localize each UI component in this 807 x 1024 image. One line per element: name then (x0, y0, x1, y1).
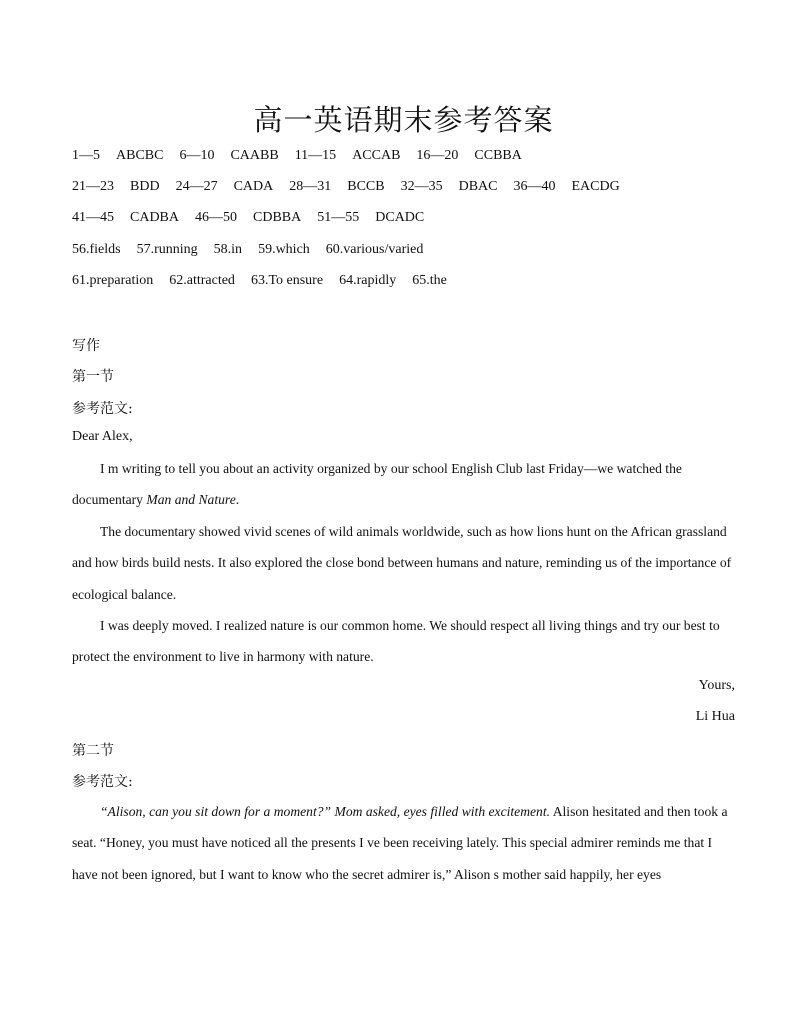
story-italic-opening: “Alison, can you sit down for a moment?” Mom asked, eyes filled with excitement. (100, 804, 551, 819)
answer-line-3 (72, 210, 440, 226)
answer-item: 64.rapidly (339, 273, 397, 288)
story-paragraph (72, 796, 738, 890)
answer-range: 1—5 (72, 148, 100, 163)
answer-item: 65.the (412, 273, 447, 288)
answer-item: 61.preparation (72, 273, 154, 288)
answer-key: CADA (233, 179, 274, 194)
answer-item: 56.fields (72, 242, 121, 257)
reference-label-2: 参考范文: (72, 774, 133, 790)
answer-item: 57.running (136, 242, 198, 257)
answer-line-1 (72, 148, 538, 164)
answer-key: CAABB (230, 148, 279, 163)
writing-heading: 写作 (72, 338, 100, 354)
answer-range: 36—40 (513, 179, 556, 194)
documentary-title: Man and Nature (146, 492, 236, 508)
answer-key: BCCB (347, 179, 385, 194)
story-text: Alison hesitated and then took a seat. “Honey, you must have noticed all the presents I ve been receiving lately. This special admirer reminds me that I have not been ignored, but I want to know who the secret admirer is,” Alison s mother said happily, her eyes (72, 804, 728, 882)
answer-range: 24—27 (175, 179, 218, 194)
paragraph-text: I m writing to tell you about an activity organized by our school English Club last Friday—we watched the documentary (72, 461, 682, 508)
answer-key: BDD (130, 179, 160, 194)
answer-item: 58.in (213, 242, 243, 257)
answer-range: 51—55 (317, 210, 360, 225)
answer-key: CDBBA (253, 210, 302, 225)
answer-line-5 (72, 273, 463, 289)
answer-range: 16—20 (416, 148, 459, 163)
section-one-heading: 第一节 (72, 369, 114, 385)
reference-label: 参考范文: (72, 401, 133, 417)
answer-range: 46—50 (195, 210, 238, 225)
answer-range: 11—15 (294, 148, 337, 163)
answer-range: 41—45 (72, 210, 114, 225)
answer-key: DCADC (375, 210, 425, 225)
letter-greeting: Dear Alex, (72, 429, 133, 444)
answer-line-4 (72, 242, 439, 258)
answer-line-2 (72, 179, 636, 195)
answer-range: 28—31 (289, 179, 332, 194)
answer-range: 21—23 (72, 179, 114, 194)
answer-item: 62.attracted (169, 273, 235, 288)
letter-closing: Yours, (698, 678, 735, 693)
answer-key: ACCAB (352, 148, 401, 163)
answer-item: 59.which (258, 242, 310, 257)
letter-signature: Li Hua (695, 709, 735, 724)
answer-item: 63.To ensure (250, 273, 324, 288)
answer-key: CADBA (130, 210, 180, 225)
answer-range: 32—35 (400, 179, 443, 194)
letter-paragraph-3: I was deeply moved. I realized nature is our common home. We should respect all living things and try our best to protect the environment to live in harmony with nature. (72, 618, 720, 665)
letter-paragraph-2: The documentary showed vivid scenes of wild animals worldwide, such as how lions hunt on the African grassland and how birds build nests. It also explored the close bond between humans and nature, reminding us of the importance of ecological balance. (72, 524, 732, 602)
answer-key: ABCBC (116, 148, 164, 163)
answer-item: 60.various/varied (325, 242, 424, 257)
page-title: 高一英语期末参考答案 (253, 103, 554, 137)
section-two-heading: 第二节 (72, 743, 114, 759)
answer-key: EACDG (571, 179, 620, 194)
answer-range: 6—10 (179, 148, 215, 163)
answer-key: DBAC (458, 179, 498, 194)
paragraph-text: . (235, 492, 240, 508)
letter-paragraph-1 (72, 453, 738, 516)
answer-key: CCBBA (474, 148, 522, 163)
